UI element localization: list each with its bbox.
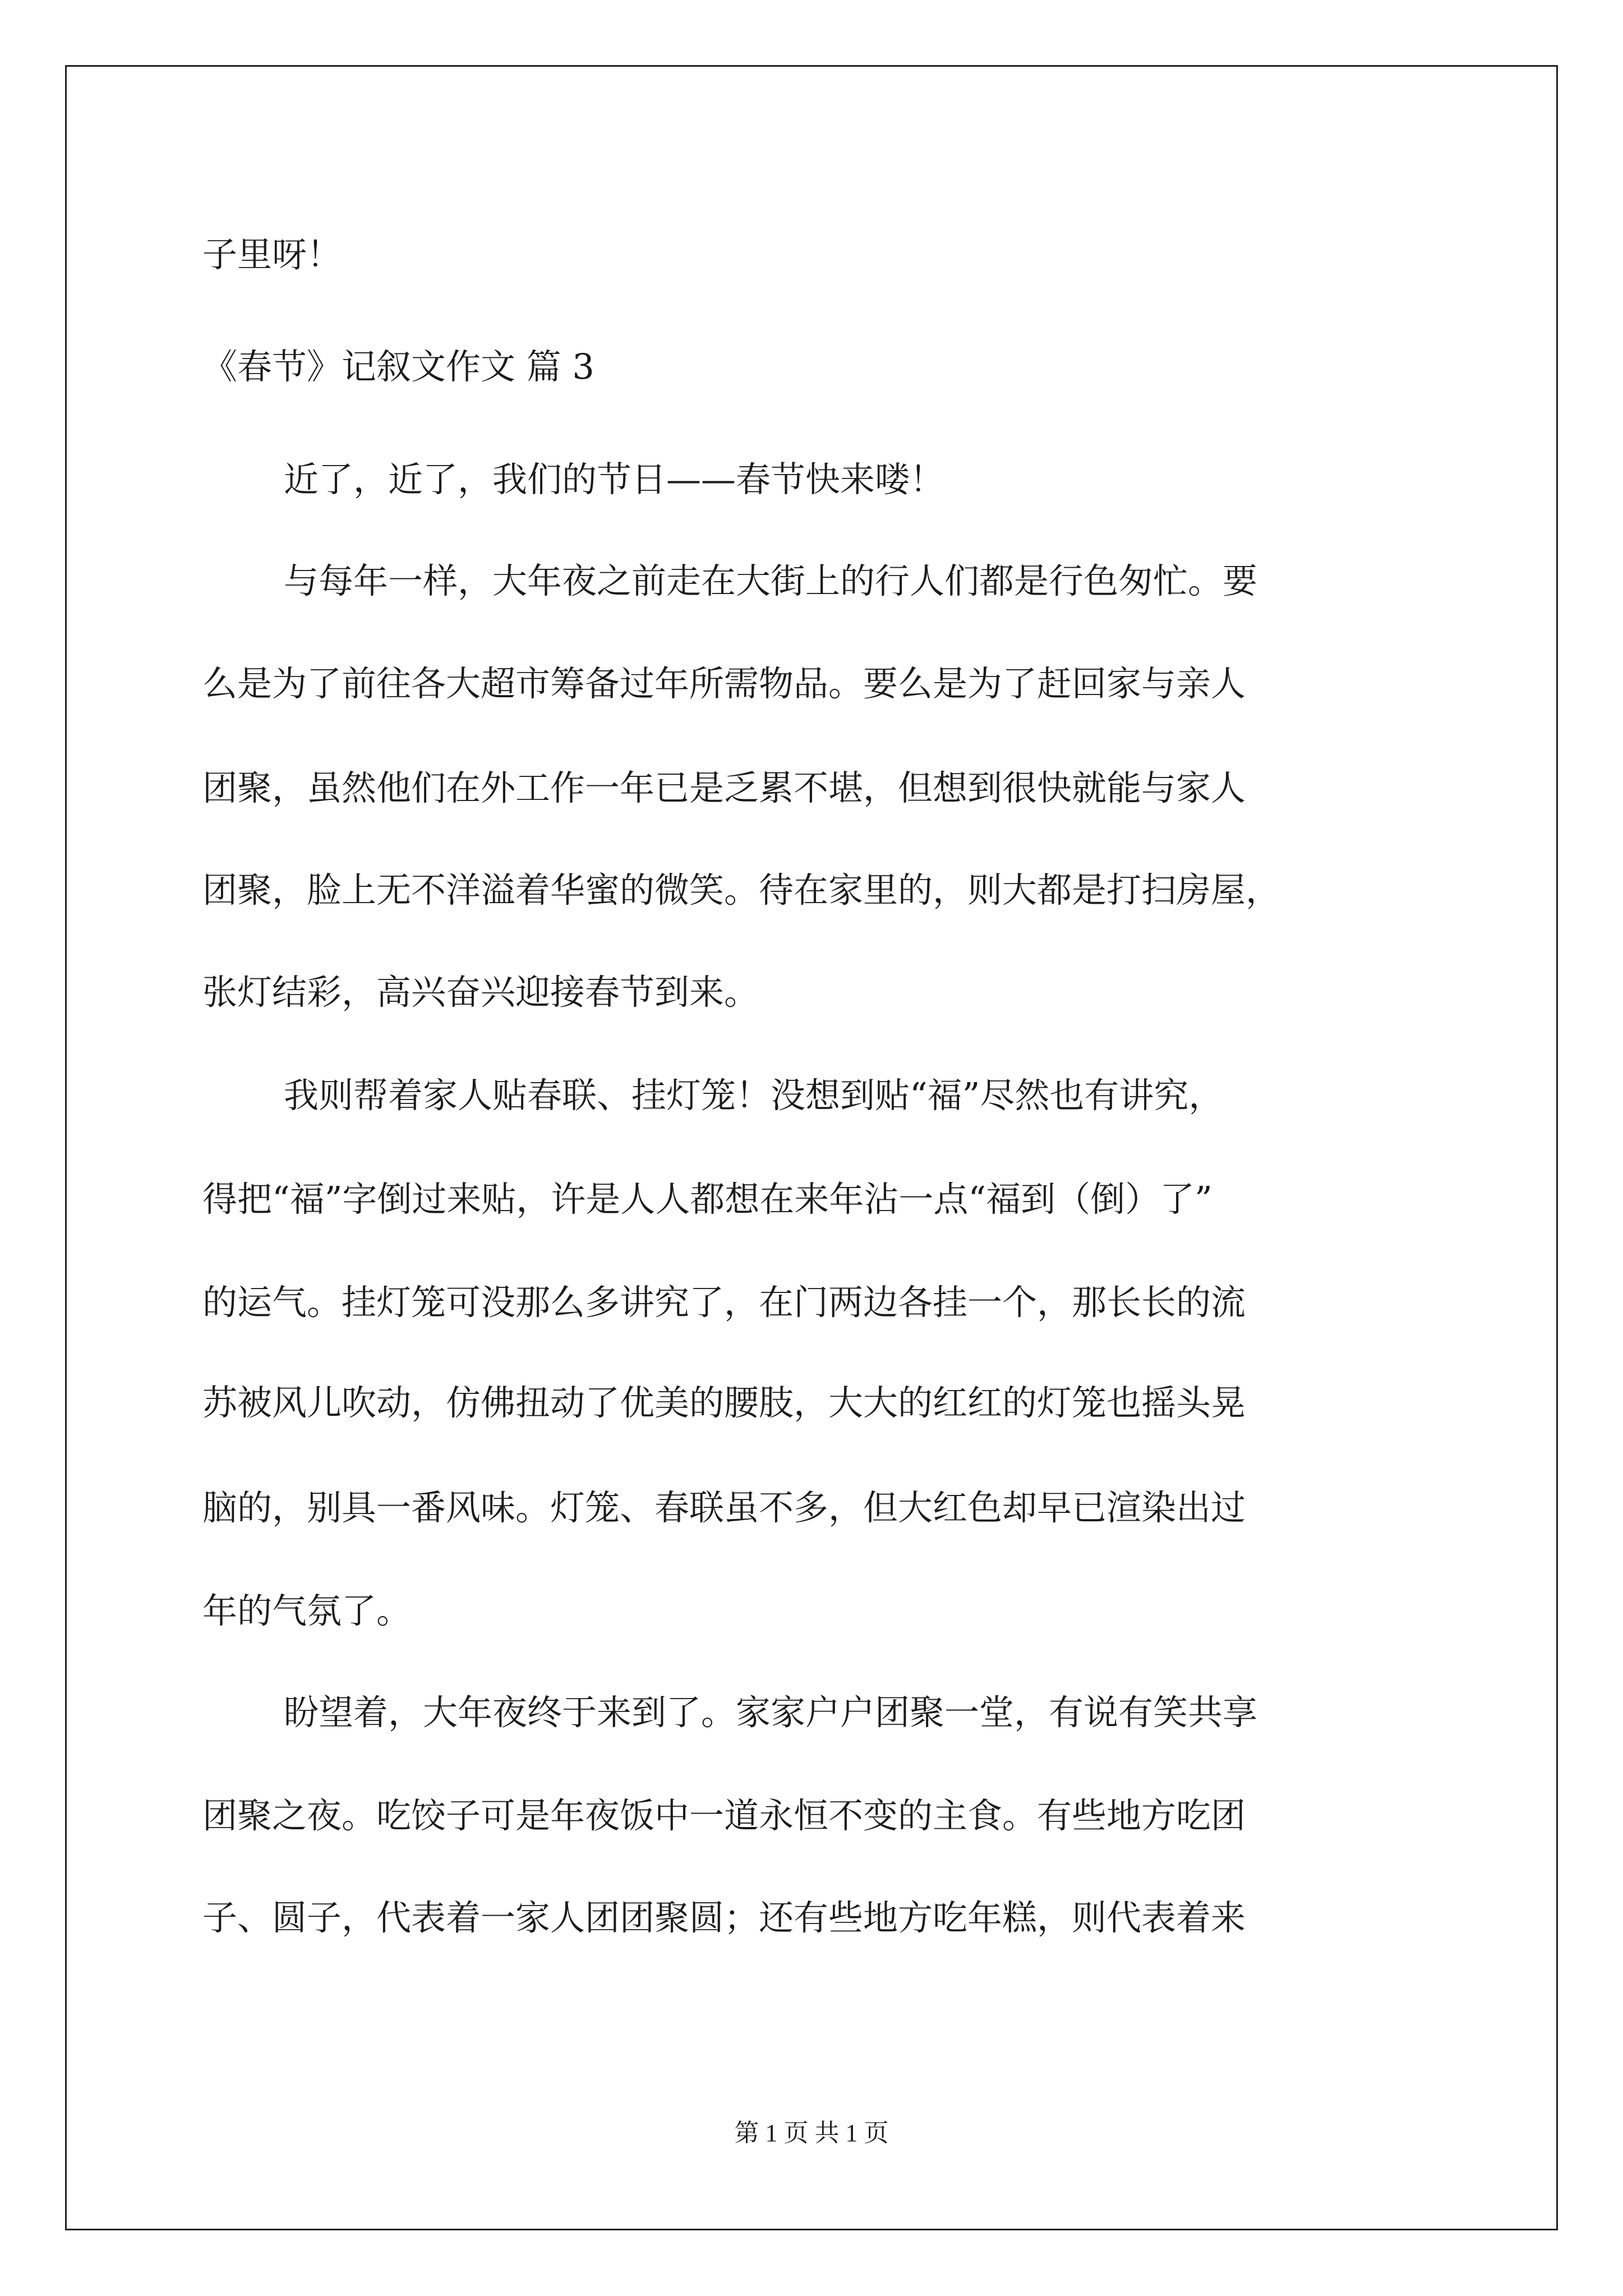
paragraph-line: 近了，近了，我们的节日——春节快来喽！	[284, 459, 945, 500]
page-number-footer: 第 1 页 共 1 页	[734, 2119, 889, 2147]
text-line: 子里呀！	[202, 234, 342, 275]
paragraph-line: 张灯结彩，高兴奋兴迎接春节到来。	[202, 972, 759, 1013]
paragraph-line: 团聚，脸上无不洋溢着华蜜的微笑。待在家里的，则大都是打扫房屋，	[202, 869, 1281, 910]
paragraph-line: 子、圆子，代表着一家人团团聚圆；还有些地方吃年糕，则代表着来	[202, 1897, 1246, 1938]
paragraph-line: 么是为了前往各大超市筹备过年所需物品。要么是为了赶回家与亲人	[202, 663, 1246, 704]
paragraph-line: 的运气。挂灯笼可没那么多讲究了，在门两边各挂一个，那长长的流	[202, 1282, 1246, 1323]
paragraph-line: 脑的，别具一番风味。灯笼、春联虽不多，但大红色却早已渲染出过	[202, 1487, 1246, 1528]
paragraph-line: 苏被风儿吹动，仿佛扭动了优美的腰肢，大大的红红的灯笼也摇头晃	[202, 1382, 1246, 1423]
paragraph-line: 团聚，虽然他们在外工作一年已是乏累不堪，但想到很快就能与家人	[202, 767, 1246, 808]
section-heading: 《春节》记叙文作文 篇 3	[202, 346, 594, 387]
paragraph-line: 团聚之夜。吃饺子可是年夜饭中一道永恒不变的主食。有些地方吃团	[202, 1795, 1246, 1836]
paragraph-line: 与每年一样，大年夜之前走在大街上的行人们都是行色匆忙。要	[284, 560, 1258, 601]
paragraph-line: 盼望着，大年夜终于来到了。家家户户团聚一堂，有说有笑共享	[284, 1692, 1258, 1733]
paragraph-line: 得把“福”字倒过来贴，许是人人都想在来年沾一点“福到（倒）了”	[202, 1179, 1212, 1220]
paragraph-line: 我则帮着家人贴春联、挂灯笼！没想到贴“福”尽然也有讲究，	[284, 1075, 1224, 1116]
paragraph-line: 年的气氛了。	[202, 1590, 412, 1631]
